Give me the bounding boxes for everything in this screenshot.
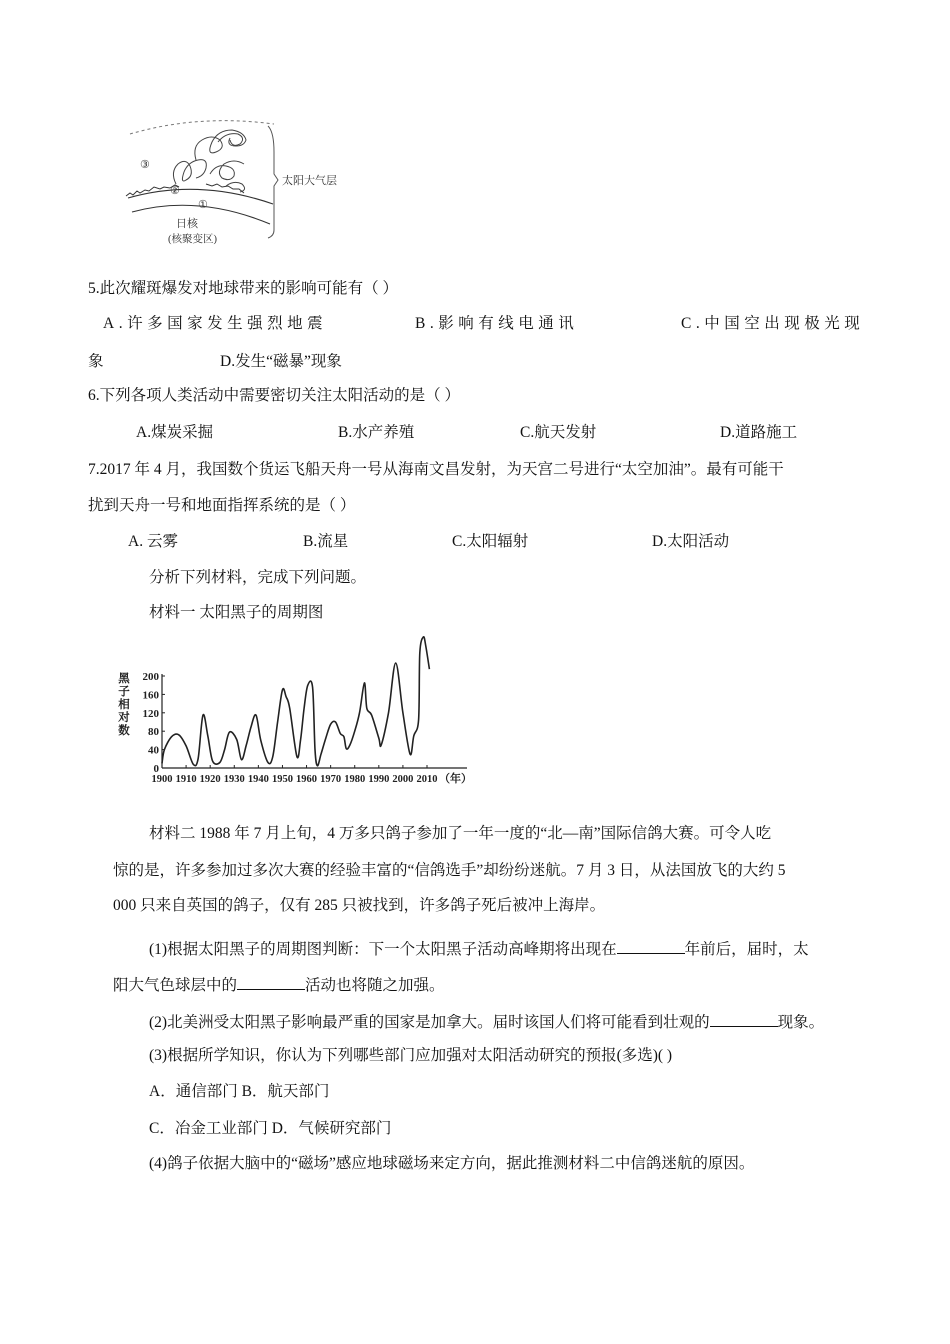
subquestion-1-text-a: (1)根据太阳黑子的周期图判断：下一个太阳黑子活动高峰期将出现在 — [149, 941, 617, 958]
label-layer-3: ③ — [140, 159, 150, 171]
subquestion-2 — [149, 1010, 824, 1033]
sun-layers-illustration — [118, 112, 398, 252]
question-6-stem: 6.下列各项人类活动中需要密切关注太阳活动的是（ ） — [88, 387, 461, 404]
svg-text:子: 子 — [118, 686, 130, 698]
subquestion-2-text-b: 现象。 — [777, 1014, 825, 1031]
question-6-option-b: B.水产养殖 — [338, 424, 415, 441]
sun-structure-diagram — [118, 112, 398, 252]
svg-text:1980: 1980 — [344, 774, 366, 785]
svg-text:1930: 1930 — [223, 774, 245, 785]
label-layer-1: ① — [198, 199, 208, 211]
subquestion-1-text-d: 活动也将随之加强。 — [305, 977, 445, 994]
subquestion-4: (4)鸽子依据大脑中的“磁场”感应地球磁场来定方向，据此推测材料二中信鸽迷航的原因。 — [149, 1155, 755, 1172]
label-solar-atmosphere: 太阳大气层 — [282, 175, 337, 187]
svg-text:相: 相 — [118, 699, 130, 711]
sunspot-chart-svg — [110, 628, 480, 793]
svg-text:2000: 2000 — [392, 774, 414, 785]
subquestion-2-text-a: (2)北美洲受太阳黑子影响最严重的国家是加拿大。届时该国人们将可能看到壮观的 — [149, 1014, 710, 1031]
svg-text:2010: 2010 — [416, 774, 438, 785]
svg-text:1950: 1950 — [271, 774, 293, 785]
subquestion-3-stem: (3)根据所学知识，你认为下列哪些部门应加强对太阳活动研究的预报(多选)( ) — [149, 1047, 673, 1064]
question-7-option-a: A. 云雾 — [128, 533, 178, 550]
answer-blank-peak-year[interactable] — [617, 937, 685, 954]
question-7-option-c: C.太阳辐射 — [452, 533, 529, 550]
material-2-line-2: 惊的是，许多参加过多次大赛的经验丰富的“信鸽选手”却纷纷迷航。7 月 3 日，从法国放飞的大约 5 — [113, 862, 786, 879]
label-solar-core: 日核 — [176, 218, 198, 230]
svg-text:数: 数 — [118, 725, 130, 737]
question-5-option-c-continued: 象 — [88, 353, 104, 370]
question-5-option-b: B.影响有线电通讯 — [415, 315, 579, 332]
svg-text:40: 40 — [148, 744, 159, 757]
question-5-option-a: A.许多国家发生强烈地震 — [103, 315, 328, 332]
answer-blank-phenomenon[interactable] — [710, 1010, 778, 1027]
subquestion-3-options-cd: C．冶金工业部门 D．气候研究部门 — [149, 1120, 392, 1137]
svg-text:1910: 1910 — [175, 774, 197, 785]
question-7-stem-line-1: 7.2017 年 4 月，我国数个货运飞船天舟一号从海南文昌发射，为天宫二号进行“太空加油”。最有可能干 — [88, 461, 784, 478]
question-6-option-c: C.航天发射 — [520, 424, 597, 441]
subquestion-3-options-ab: A．通信部门 B．航天部门 — [149, 1083, 330, 1100]
label-fusion-zone: (核聚变区) — [168, 234, 217, 245]
svg-text:80: 80 — [148, 726, 159, 739]
subquestion-1-text-b: 年前后，届时，太 — [684, 941, 809, 958]
question-7-stem-line-2: 扰到天舟一号和地面指挥系统的是（ ） — [88, 497, 356, 514]
question-5-option-c: C.中国空出现极光现 — [681, 315, 865, 332]
material-2-line-1: 材料二 1988 年 7 月上旬，4 万多只鸽子参加了一年一度的“北—南”国际信鸽大赛。可令人吃 — [149, 825, 772, 842]
svg-text:黑: 黑 — [118, 673, 130, 685]
subquestion-1-text-c: 阳大气色球层中的 — [113, 977, 238, 994]
svg-text:1920: 1920 — [199, 774, 221, 785]
chart-data-line — [162, 637, 429, 766]
material-2-line-3: 000 只来自英国的鸽子，仅有 285 只被找到，许多鸽子死后被冲上海岸。 — [113, 897, 606, 914]
question-7-option-d: D.太阳活动 — [652, 533, 730, 550]
question-6-option-d: D.道路施工 — [720, 424, 798, 441]
subquestion-1-line-1 — [149, 937, 809, 960]
subquestion-1-line-2 — [113, 973, 445, 996]
svg-text:对: 对 — [118, 712, 130, 724]
svg-text:1900: 1900 — [151, 774, 173, 785]
question-5-option-d: D.发生“磁暴”现象 — [220, 353, 342, 370]
svg-text:1970: 1970 — [320, 774, 342, 785]
question-7-option-b: B.流星 — [303, 533, 349, 550]
material-1-title: 材料一 太阳黑子的周期图 — [149, 604, 324, 621]
question-6-option-a: A.煤炭采掘 — [136, 424, 214, 441]
chart-y-axis-label — [117, 671, 130, 737]
svg-text:1940: 1940 — [247, 774, 269, 785]
svg-text:200: 200 — [142, 671, 159, 683]
analysis-intro: 分析下列材料，完成下列问题。 — [149, 569, 367, 586]
svg-text:1960: 1960 — [296, 774, 318, 785]
sunspot-cycle-chart — [110, 628, 480, 793]
question-5-stem: 5.此次耀斑爆发对地球带来的影响可能有（ ） — [88, 280, 399, 297]
chart-x-axis-unit: （年） — [439, 773, 472, 785]
svg-text:160: 160 — [142, 689, 159, 702]
label-layer-2: ② — [170, 185, 180, 197]
svg-text:0: 0 — [153, 763, 159, 775]
svg-text:1990: 1990 — [368, 774, 390, 785]
svg-text:120: 120 — [142, 707, 159, 720]
answer-blank-chromosphere-activity[interactable] — [237, 973, 305, 990]
